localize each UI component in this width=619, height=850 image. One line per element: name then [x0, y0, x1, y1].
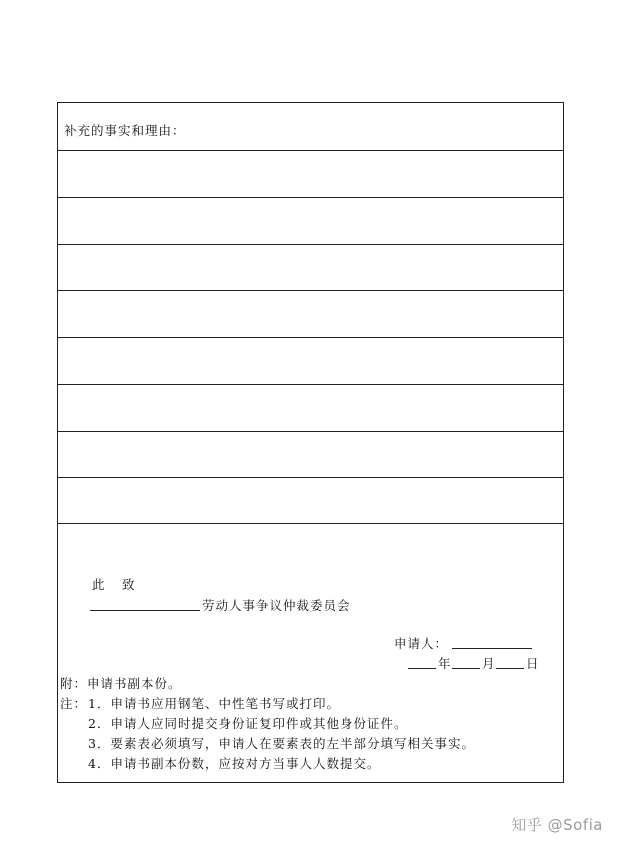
attachment-note: 附：申请书副本份。 [60, 676, 182, 691]
committee-name: 劳动人事争议仲裁委员会 [202, 598, 351, 613]
note-item-2: 2．申请人应同时提交身份证复印件或其他身份证件。 [88, 716, 408, 731]
note-item-3: 3．要素表必须填写，申请人在要素表的左半部分填写相关事实。 [88, 736, 475, 751]
year-label: 年 [438, 656, 452, 671]
blank-row-3 [58, 245, 563, 291]
day-label: 日 [526, 656, 540, 671]
blank-row-4 [58, 291, 563, 338]
committee-blank-line [90, 610, 200, 611]
closing-ci: 此 [92, 577, 106, 592]
facts-header-label: 补充的事实和理由： [64, 123, 186, 138]
blank-row-1 [58, 151, 563, 198]
zhihu-watermark: 知乎 @Sofia [511, 816, 603, 834]
day-blank-line [496, 668, 524, 669]
note-item-4: 4．申请书副本份数，应按对方当事人人数提交。 [88, 756, 381, 771]
closing-zhi: 致 [122, 577, 136, 592]
blank-row-2 [58, 198, 563, 245]
notes-prefix: 注： [60, 696, 88, 711]
closing-section [58, 523, 563, 784]
application-form [57, 102, 564, 783]
year-blank-line [408, 668, 436, 669]
blank-row-8 [58, 478, 563, 524]
month-label: 月 [482, 656, 496, 671]
month-blank-line [452, 668, 480, 669]
facts-header-row [58, 103, 563, 151]
blank-row-6 [58, 385, 563, 432]
applicant-signature-line [452, 648, 532, 649]
note-item-1: 1．申请书应用钢笔、中性笔书写或打印。 [88, 696, 340, 711]
blank-row-5 [58, 338, 563, 385]
blank-row-7 [58, 432, 563, 478]
applicant-label: 申请人： [394, 636, 449, 651]
